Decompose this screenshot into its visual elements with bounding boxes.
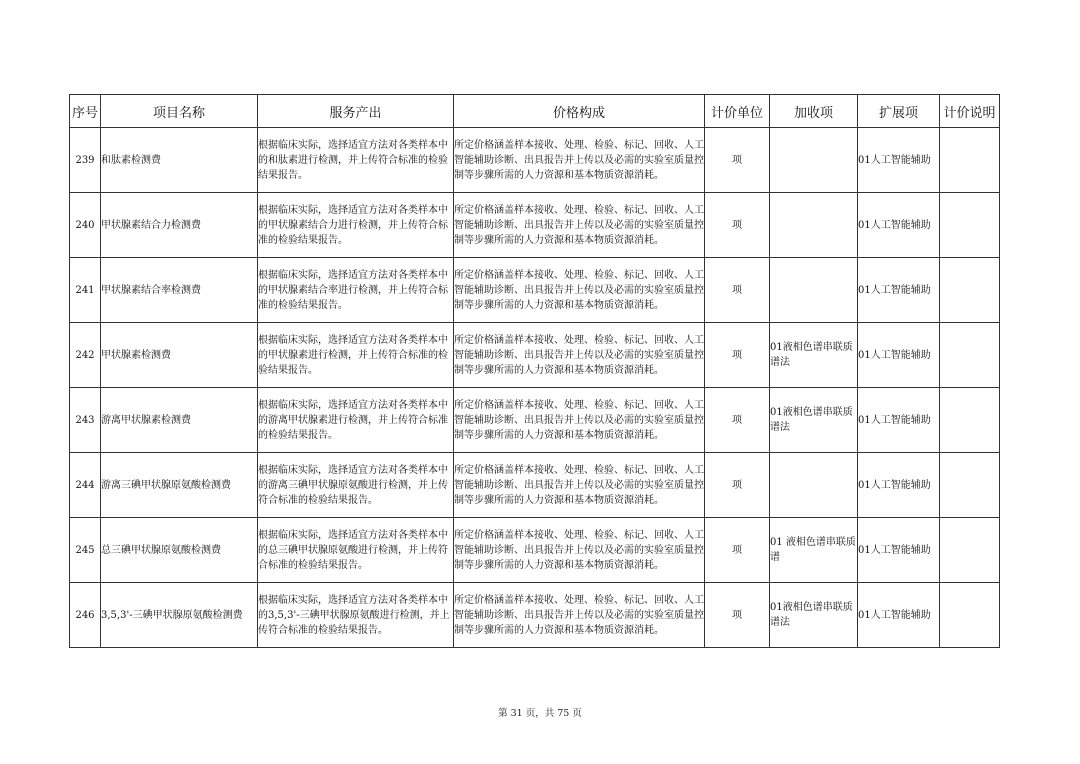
pricing-unit: 项 [705, 583, 770, 648]
price-composition: 所定价格涵盖样本接收、处理、检验、标记、回收、人工智能辅助诊断、出具报告并上传以及必需的实验室质量控制等步骤所需的人力资源和基本物质资源消耗。 [454, 193, 705, 258]
service-output: 根据临床实际，选择适宜方法对各类样本中的和肽素进行检测，并上传符合标准的检验结果报告。 [258, 128, 454, 193]
header-note: 计价说明 [940, 95, 1000, 128]
extension-item: 01人工智能辅助 [858, 323, 940, 388]
table-header-row [70, 95, 1000, 128]
table-row [70, 388, 1000, 453]
item-name: 甲状腺素结合率检测费 [101, 258, 258, 323]
price-composition: 所定价格涵盖样本接收、处理、检验、标记、回收、人工智能辅助诊断、出具报告并上传以及必需的实验室质量控制等步骤所需的人力资源和基本物质资源消耗。 [454, 518, 705, 583]
header-output: 服务产出 [258, 95, 454, 128]
pricing-unit: 项 [705, 193, 770, 258]
header-name: 项目名称 [101, 95, 258, 128]
pricing-note [940, 258, 1000, 323]
surcharge-item [770, 193, 858, 258]
row-number: 241 [70, 258, 101, 323]
pricing-note [940, 583, 1000, 648]
surcharge-item [770, 453, 858, 518]
item-name: 游离甲状腺素检测费 [101, 388, 258, 453]
service-output: 根据临床实际，选择适宜方法对各类样本中的总三碘甲状腺原氨酸进行检测，并上传符合标准的检验结果报告。 [258, 518, 454, 583]
item-name: 总三碘甲状腺原氨酸检测费 [101, 518, 258, 583]
extension-item: 01人工智能辅助 [858, 453, 940, 518]
row-number: 239 [70, 128, 101, 193]
surcharge-item [770, 128, 858, 193]
table-body [70, 128, 1000, 648]
price-composition: 所定价格涵盖样本接收、处理、检验、标记、回收、人工智能辅助诊断、出具报告并上传以及必需的实验室质量控制等步骤所需的人力资源和基本物质资源消耗。 [454, 583, 705, 648]
row-number: 245 [70, 518, 101, 583]
price-composition: 所定价格涵盖样本接收、处理、检验、标记、回收、人工智能辅助诊断、出具报告并上传以及必需的实验室质量控制等步骤所需的人力资源和基本物质资源消耗。 [454, 128, 705, 193]
table-row [70, 193, 1000, 258]
extension-item: 01人工智能辅助 [858, 518, 940, 583]
item-name: 游离三碘甲状腺原氨酸检测费 [101, 453, 258, 518]
row-number: 244 [70, 453, 101, 518]
service-output: 根据临床实际，选择适宜方法对各类样本中的游离三碘甲状腺原氨酸进行检测，并上传符合标准的检验结果报告。 [258, 453, 454, 518]
table-row [70, 258, 1000, 323]
page-footer: 第 31 页，共 75 页 [498, 708, 582, 719]
price-composition: 所定价格涵盖样本接收、处理、检验、标记、回收、人工智能辅助诊断、出具报告并上传以及必需的实验室质量控制等步骤所需的人力资源和基本物质资源消耗。 [454, 258, 705, 323]
surcharge-item [770, 258, 858, 323]
header-unit: 计价单位 [705, 95, 770, 128]
item-name: 甲状腺素检测费 [101, 323, 258, 388]
surcharge-item: 01液相色谱串联质谱法 [770, 583, 858, 648]
pricing-unit: 项 [705, 258, 770, 323]
price-table [69, 94, 1000, 648]
pricing-unit: 项 [705, 388, 770, 453]
table-row [70, 128, 1000, 193]
pricing-note [940, 193, 1000, 258]
surcharge-item: 01 液相色谱串联质谱 [770, 518, 858, 583]
header-extra: 加收项 [770, 95, 858, 128]
pricing-unit: 项 [705, 128, 770, 193]
row-number: 242 [70, 323, 101, 388]
row-number: 246 [70, 583, 101, 648]
pricing-note [940, 518, 1000, 583]
table-row [70, 453, 1000, 518]
pricing-unit: 项 [705, 518, 770, 583]
header-no: 序号 [70, 95, 101, 128]
pricing-note [940, 453, 1000, 518]
row-number: 243 [70, 388, 101, 453]
item-name: 和肽素检测费 [101, 128, 258, 193]
extension-item: 01人工智能辅助 [858, 193, 940, 258]
price-composition: 所定价格涵盖样本接收、处理、检验、标记、回收、人工智能辅助诊断、出具报告并上传以及必需的实验室质量控制等步骤所需的人力资源和基本物质资源消耗。 [454, 388, 705, 453]
extension-item: 01人工智能辅助 [858, 258, 940, 323]
surcharge-item: 01液相色谱串联质谱法 [770, 323, 858, 388]
price-composition: 所定价格涵盖样本接收、处理、检验、标记、回收、人工智能辅助诊断、出具报告并上传以及必需的实验室质量控制等步骤所需的人力资源和基本物质资源消耗。 [454, 453, 705, 518]
pricing-note [940, 388, 1000, 453]
table-row [70, 518, 1000, 583]
table-row [70, 583, 1000, 648]
service-output: 根据临床实际，选择适宜方法对各类样本中的游离甲状腺素进行检测，并上传符合标准的检验结果报告。 [258, 388, 454, 453]
header-price: 价格构成 [454, 95, 705, 128]
price-composition: 所定价格涵盖样本接收、处理、检验、标记、回收、人工智能辅助诊断、出具报告并上传以及必需的实验室质量控制等步骤所需的人力资源和基本物质资源消耗。 [454, 323, 705, 388]
pricing-note [940, 128, 1000, 193]
service-output: 根据临床实际，选择适宜方法对各类样本中的3,5,3'-三碘甲状腺原氨酸进行检测，并上传符合标准的检验结果报告。 [258, 583, 454, 648]
pricing-note [940, 323, 1000, 388]
surcharge-item: 01液相色谱串联质谱法 [770, 388, 858, 453]
pricing-unit: 项 [705, 453, 770, 518]
item-name: 甲状腺素结合力检测费 [101, 193, 258, 258]
service-output: 根据临床实际，选择适宜方法对各类样本中的甲状腺素结合率进行检测，并上传符合标准的检验结果报告。 [258, 258, 454, 323]
extension-item: 01人工智能辅助 [858, 388, 940, 453]
service-output: 根据临床实际，选择适宜方法对各类样本中的甲状腺素进行检测，并上传符合标准的检验结果报告。 [258, 323, 454, 388]
extension-item: 01人工智能辅助 [858, 583, 940, 648]
service-output: 根据临床实际，选择适宜方法对各类样本中的甲状腺素结合力进行检测，并上传符合标准的检验结果报告。 [258, 193, 454, 258]
pricing-unit: 项 [705, 323, 770, 388]
table-row [70, 323, 1000, 388]
item-name: 3,5,3'-三碘甲状腺原氨酸检测费 [101, 583, 258, 648]
extension-item: 01人工智能辅助 [858, 128, 940, 193]
row-number: 240 [70, 193, 101, 258]
header-ext: 扩展项 [858, 95, 940, 128]
